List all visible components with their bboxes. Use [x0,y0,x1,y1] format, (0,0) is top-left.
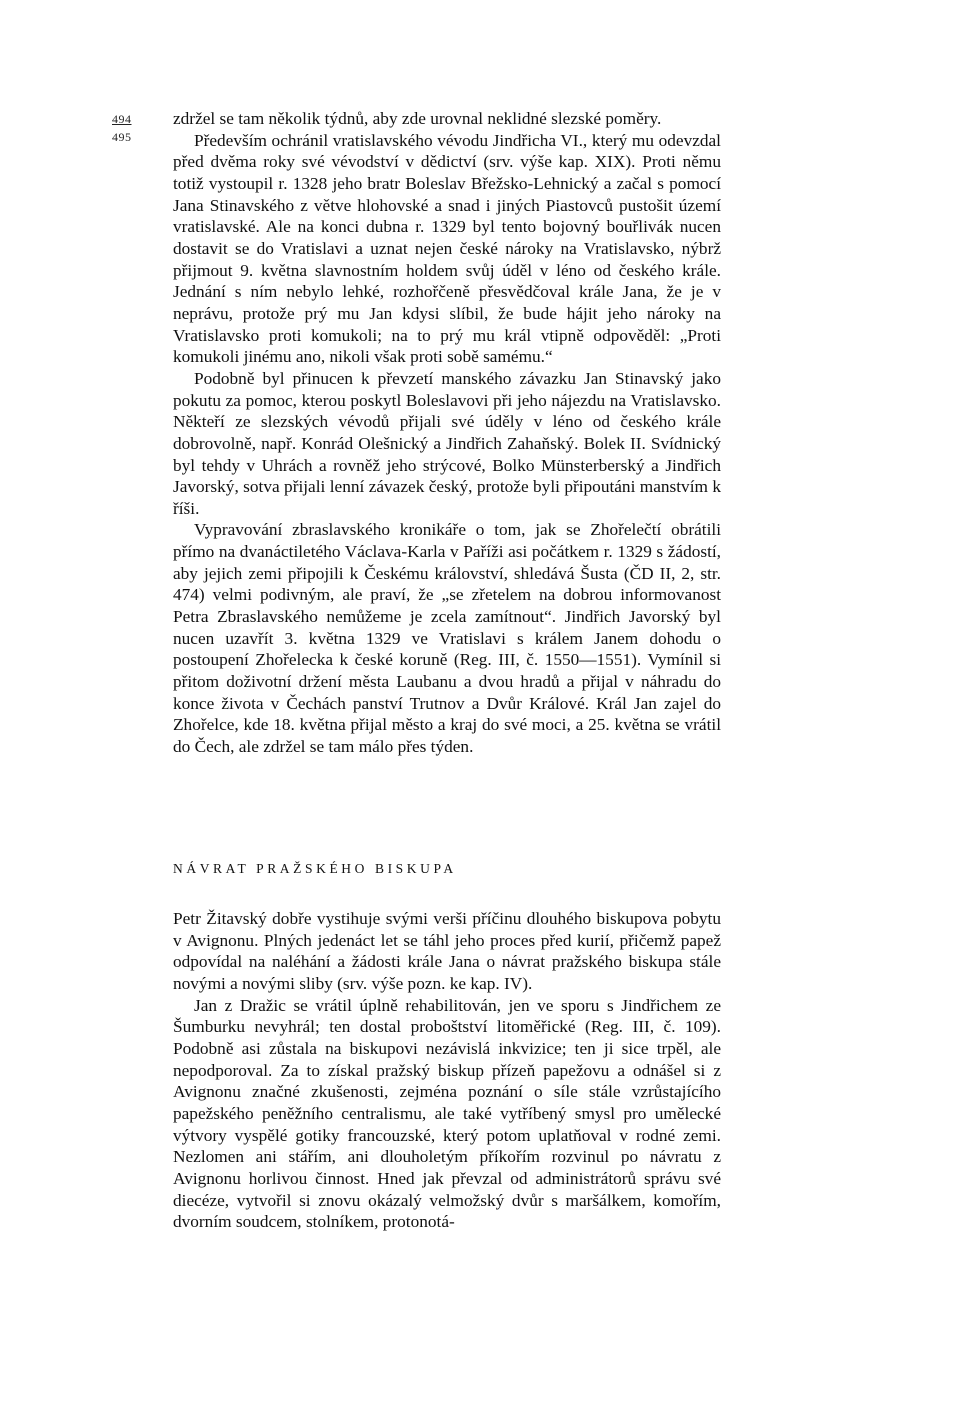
page-reference-494: 494 [112,112,132,126]
paragraph: zdržel se tam několik týdnů, aby zde urovnal neklidné slezské poměry. [173,109,662,128]
paragraph: Vypravování zbraslavského kronikáře o tom, jak se Zhořelečtí obrátili přímo na dvanáctiletého Václava-Karla v Paříži asi počátkem r. 1329 s žádostí, aby jejich zemi připojili k Českému království, shledává Šusta (ČD II, 2, str. 474) velmi podivným, ale praví, že „se zřetelem na dobrou informovanost Petra Zbraslavského nemůžeme je zcela zamítnout“. Jindřich Javorský byl nucen uzavřít 3. května 1329 ve Vratislavi s králem Janem dohodu o postoupení Zhořelecka k české koruně (Reg. III, č. 1550—1551). Vymínil si přitom doživotní držení města Laubanu a dvou hradů a přijal v náhradu do konce života v Čechách panství Trutnov a Dvůr Králové. Král Jan zajel do Zhořelce, kde 18. května přijal město a kraj do své moci, a 25. května se vrátil do Čech, ale zdržel se tam málo přes týden. [173,520,721,757]
paragraph: Podobně byl přinucen k převzetí manského závazku Jan Stinavský jako pokutu za pomoc, kterou poskytl Boleslavovi při jeho nájezdu na Vratislavsko. Někteří ze slezských vévodů přijali své úděly v léno od českého krále dobrovolně, např. Konrád Olešnický a Jindřich Zahaňský. Bolek II. Svídnický byl tehdy v Uhrách a rovněž jeho strýcové, Bolko Münsterberský a Jindřich Javorský, sotva přijali lenní závazek český, protože byli připoutáni manstvím k říši. [173,368,721,518]
paragraph: Petr Žitavský dobře vystihuje svými verši příčinu dlouhého biskupova pobytu v Avignonu. Plných jedenáct let se táhl jeho proces před kurií, přičemž papež odpovídal na naléhání a žádosti krále Jana o návrat pražského biskupa stále novými a novými sliby (srv. výše pozn. ke kap. IV). [173,909,721,993]
section-2-text [173,908,721,1233]
section-1-text [173,108,721,758]
section-heading: NÁVRAT PRAŽSKÉHO BISKUPA [173,861,457,876]
page-reference-numbers [112,110,132,146]
paragraph: Především ochránil vratislavského vévodu Jindřicha VI., který mu odevzdal před dvěma roky své vévodství v dědictví (srv. výše kap. XIX). Proti němu totiž vystoupil r. 1328 jeho bratr Boleslav Břežsko-Lehnický a začal s pomocí Jana Stinavského z větve hlohovské a snad i jiných Piastovců pustošit území vratislavské. Ale na konci dubna r. 1329 byl tento bojovný bouřlivák nucen dostavit se do Vratislavi a uznat nejen české nároky na Vratislavsko, nýbrž přijmout 9. května slavnostním holdem svůj úděl v léno od českého krále. Jednání s ním nebylo lehké, rozhořčeně přesvědčoval krále Jana, že je v neprávu, protože prý mu Jan kdysi slíbil, že bude hájit jeho nároky na Vratislavsko proti komukoli; na to prý mu král vtipně odpověděl: „Proti komukoli jinému ano, nikoli však proti sobě samému.“ [173,130,721,367]
paragraph: Jan z Dražic se vrátil úplně rehabilitován, jen ve sporu s Jindřichem ze Šumburku nevyhrál; ten dostal proboštství litoměřické (Reg. III, č. 109). Podobně asi zůstala na biskupovi nezávislá inkvizice; ten ji sice trpěl, ale nepodporoval. Za to získal pražský biskup přízeň papežovu a odnášel si z Avignonu značné zkušenosti, zejména poznání o síle stále vzrůstajícího papežského peněžního centralismu, ale také vytříbený smysl pro umělecké výtvory vyspělé gotiky francouzské, který potom uplatňoval v rodné zemi. Nezlomen ani stářím, ani dlouholetým příkořím rozvinul po návratu z Avignonu horlivou činnost. Hned jak převzal od administrátorů správu své diecéze, vytvořil si znovu okázalý velmožský dvůr s maršálkem, komořím, dvorním soudcem, stolníkem, protonotá- [173,995,721,1232]
page-reference-495: 495 [112,130,132,144]
